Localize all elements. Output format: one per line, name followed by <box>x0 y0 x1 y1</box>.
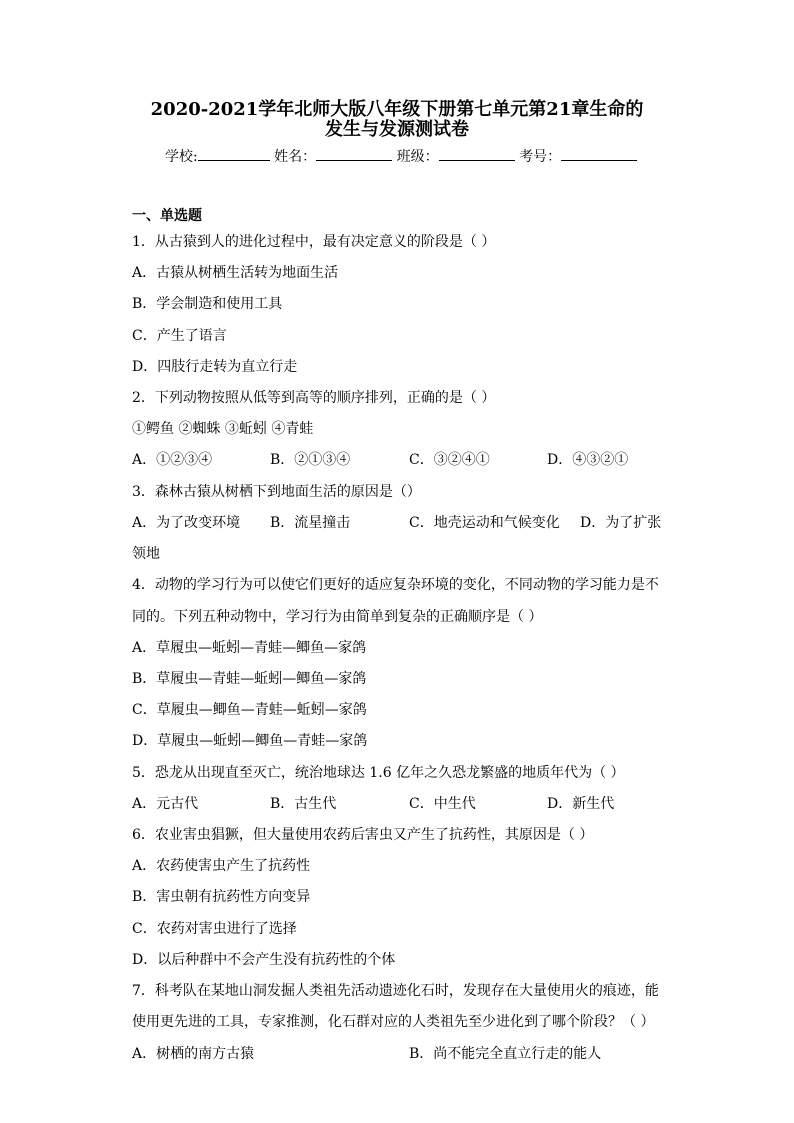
question-6-option-b: B．害虫朝有抗药性方向变异 <box>132 889 311 905</box>
question-3-stem: 3．森林古猿从树栖下到地面生活的原因是（） <box>132 484 421 500</box>
question-5-option-a: A．元古代 <box>132 796 199 812</box>
class-blank[interactable] <box>439 146 515 161</box>
question-4-option-c: C．草履虫—鲫鱼—青蛙—蚯蚓—家鸽 <box>132 702 367 718</box>
question-1-option-a: A．古猿从树栖生活转为地面生活 <box>132 265 339 281</box>
question-5-option-d: D．新生代 <box>547 796 615 812</box>
question-2-option-d: D．④③②① <box>547 452 629 468</box>
question-5-option-c: C．中生代 <box>409 796 476 812</box>
question-7-stem-line1: 7．科考队在某地山洞发掘人类祖先活动遗迹化石时，发现存在大量使用火的痕迹，能 <box>132 983 659 999</box>
question-7-option-a: A．树栖的南方古猿 <box>132 1046 255 1062</box>
question-5-stem: 5．恐龙从出现直至灭亡，统治地球达 1.6 亿年之久恐龙繁盛的地质年代为（ ） <box>132 765 625 781</box>
question-3-option-a: A．为了改变环境 <box>132 515 241 531</box>
question-1-stem: 1．从古猿到人的进化过程中，最有决定意义的阶段是（ ） <box>132 234 496 250</box>
question-2-items: ①鳄鱼 ②蜘蛛 ③蚯蚓 ④青蛙 <box>132 421 314 437</box>
question-4-option-b: B．草履虫—青蛙—蚯蚓—鲫鱼—家鸽 <box>132 671 367 687</box>
student-info-row <box>165 146 637 166</box>
question-1-option-d: D．四肢行走转为直立行走 <box>132 359 298 375</box>
question-3-option-d: D．为了扩张 <box>580 515 662 531</box>
question-6-stem: 6．农业害虫猖獗，但大量使用农药后害虫又产生了抗药性，其原因是（ ） <box>132 827 594 843</box>
question-2-option-a: A．①②③④ <box>132 452 213 468</box>
question-3-option-c: C．地壳运动和气候变化 <box>409 515 560 531</box>
exam-title-line2: 发生与发源测试卷 <box>325 119 469 140</box>
question-6-option-d: D．以后种群中不会产生没有抗药性的个体 <box>132 952 396 968</box>
question-4-stem-line1: 4．动物的学习行为可以使它们更好的适应复杂环境的变化，不同动物的学习能力是不 <box>132 577 659 593</box>
question-5-option-b: B．古生代 <box>270 796 337 812</box>
question-4-stem-line2: 同的。下列五种动物中，学习行为由简单到复杂的正确顺序是（ ） <box>132 609 543 625</box>
section-heading: 一、单选题 <box>132 208 202 224</box>
question-7-stem-line2: 使用更先进的工具，专家推测，化石群对应的人类祖先至少进化到了哪个阶段？（ ） <box>132 1014 655 1030</box>
question-6-option-a: A．农药使害虫产生了抗药性 <box>132 858 311 874</box>
question-4-option-a: A．草履虫—蚯蚓—青蛙—鲫鱼—家鸽 <box>132 640 367 656</box>
question-1-option-c: C．产生了语言 <box>132 328 227 344</box>
name-blank[interactable] <box>316 146 392 161</box>
question-2-stem: 2．下列动物按照从低等到高等的顺序排列，正确的是（ ） <box>132 390 496 406</box>
question-1-option-b: B．学会制造和使用工具 <box>132 296 283 312</box>
question-4-option-d: D．草履虫—蚯蚓—鲫鱼—青蛙—家鸽 <box>132 733 368 749</box>
class-label: 班级： <box>396 149 439 165</box>
exam-title-line1: 2020-2021学年北师大版八年级下册第七单元第21章生命的 <box>150 99 644 120</box>
school-blank[interactable] <box>198 146 270 161</box>
number-blank[interactable] <box>561 146 637 161</box>
question-3-option-b: B．流星撞击 <box>270 515 351 531</box>
question-2-option-c: C．③②④① <box>409 452 490 468</box>
number-label: 考号： <box>519 149 562 165</box>
name-label: 姓名： <box>274 149 317 165</box>
question-2-option-b: B．②①③④ <box>270 452 351 468</box>
question-6-option-c: C．农药对害虫进行了选择 <box>132 921 297 937</box>
question-7-option-b: B．尚不能完全直立行走的能人 <box>409 1046 602 1062</box>
question-3-option-d-continued: 领地 <box>132 546 160 562</box>
school-label: 学校: <box>165 149 198 165</box>
